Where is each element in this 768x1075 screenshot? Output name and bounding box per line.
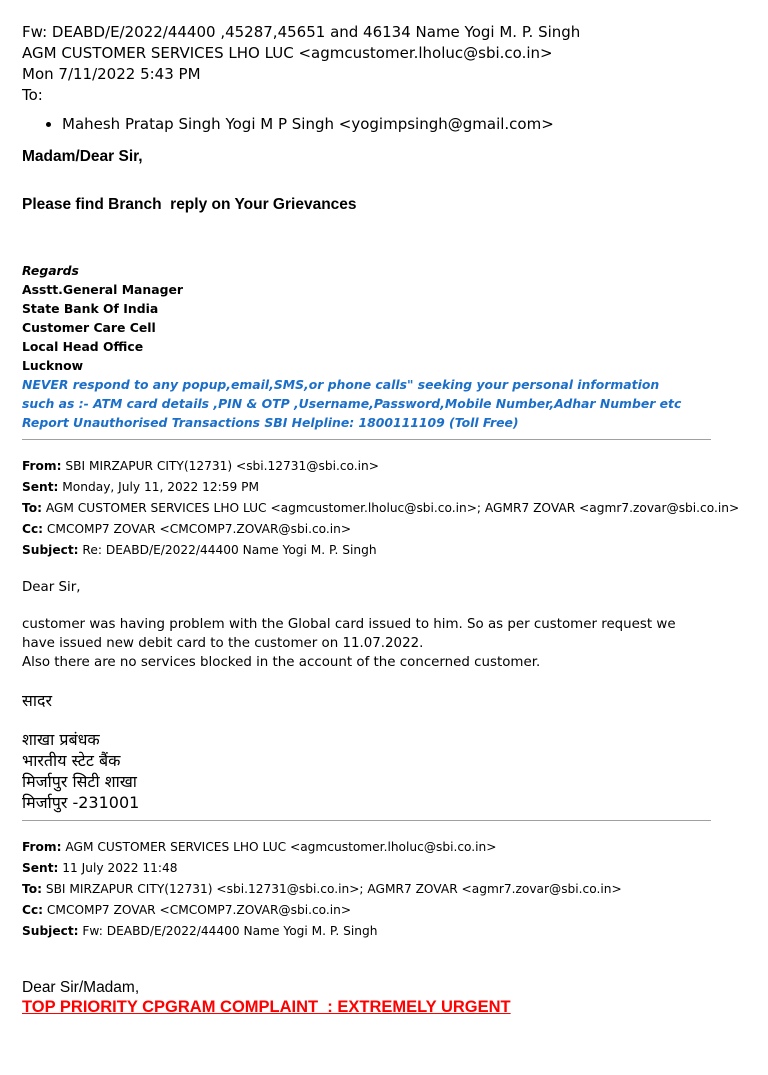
recipient-list (22, 114, 722, 135)
signature-line: Local Head Office (22, 339, 144, 354)
meta-from-value[interactable]: SBI MIRZAPUR CITY(12731) <sbi.12731@sbi.co.in> (65, 459, 379, 473)
meta-subject (22, 540, 722, 561)
security-warning: NEVER respond to any popup,email,SMS,or phone calls" seeking your personal information (22, 377, 660, 392)
meta-label: Subject: (22, 543, 79, 557)
security-warning: such as :- ATM card details ,PIN & OTP ,Username,Password,Mobile Number,Adhar Number etc (22, 396, 682, 411)
signature-line: Lucknow (22, 358, 84, 373)
reply2-meta (22, 837, 722, 942)
meta-to (22, 498, 740, 519)
branch-line: मिर्जापुर -231001 (22, 793, 140, 812)
branch-line: मिर्जापुर सिटी शाखा (22, 772, 137, 791)
divider (22, 820, 711, 821)
meta-sent-value: 11 July 2022 11:48 (62, 861, 178, 875)
meta-cc-value[interactable]: CMCOMP7 ZOVAR <CMCOMP7.ZOVAR@sbi.co.in> (46, 903, 352, 917)
meta-subject (22, 921, 722, 942)
recipient-item[interactable]: • Mahesh Pratap Singh Yogi M P Singh <yogimpsingh@gmail.com> (62, 114, 722, 135)
meta-from-value[interactable]: AGM CUSTOMER SERVICES LHO LUC <agmcustomer.lholuc@sbi.co.in> (65, 840, 497, 854)
meta-label: From: (22, 840, 62, 854)
meta-from (22, 837, 722, 858)
meta-sent (22, 477, 722, 498)
branch-line: शाखा प्रबंधक (22, 730, 100, 749)
reply1-paragraph: Also there are no services blocked in the account of the concerned customer. (22, 655, 541, 670)
signature-line: State Bank Of India (22, 301, 159, 316)
meta-to (22, 879, 722, 900)
signature-block (22, 261, 722, 432)
greeting: Madam/Dear Sir, (22, 148, 143, 165)
meta-label: Sent: (22, 861, 59, 875)
meta-cc (22, 900, 722, 921)
message-line: Please find Branch reply on Your Grievances (22, 196, 357, 213)
meta-label: From: (22, 459, 62, 473)
meta-subject-value: Fw: DEABD/E/2022/44400 Name Yogi M. P. Singh (82, 924, 378, 938)
signature-regards: Regards (22, 263, 79, 278)
meta-sent-value: Monday, July 11, 2022 12:59 PM (62, 480, 259, 494)
meta-label: Sent: (22, 480, 59, 494)
meta-from (22, 456, 722, 477)
meta-cc-value[interactable]: CMCOMP7 ZOVAR <CMCOMP7.ZOVAR@sbi.co.in> (46, 522, 352, 536)
meta-cc (22, 519, 722, 540)
email-document (22, 22, 740, 1017)
meta-label: Cc: (22, 903, 44, 917)
reply1-paragraph: customer was having problem with the Global card issued to him. So as per customer request we have issued new debit card to the customer on 11.07.2022. (22, 617, 676, 651)
branch-line: भारतीय स्टेट बैंक (22, 751, 121, 770)
meta-to-value[interactable]: SBI MIRZAPUR CITY(12731) <sbi.12731@sbi.co.in>; AGMR7 ZOVAR <agmr7.zovar@sbi.co.in> (45, 882, 622, 896)
meta-subject-value: Re: DEABD/E/2022/44400 Name Yogi M. P. Singh (82, 543, 377, 557)
meta-sent (22, 858, 722, 879)
to-label: To: (22, 86, 43, 104)
meta-to-value[interactable]: AGM CUSTOMER SERVICES LHO LUC <agmcustomer.lholuc@sbi.co.in>; AGMR7 ZOVAR <agmr7.zovar@sbi.co.in> (45, 501, 740, 515)
reply1-greeting: Dear Sir, (22, 580, 81, 595)
email-date: Mon 7/11/2022 5:43 PM (22, 65, 201, 83)
signature-line: Asstt.General Manager (22, 282, 183, 297)
meta-label: To: (22, 882, 42, 896)
reply1-meta (22, 456, 740, 561)
urgent-banner: TOP PRIORITY CPGRAM COMPLAINT : EXTREMELY URGENT (22, 998, 511, 1016)
divider (22, 439, 711, 440)
hindi-regards: सादर (22, 691, 53, 710)
email-sender[interactable]: AGM CUSTOMER SERVICES LHO LUC <agmcustomer.lholuc@sbi.co.in> (22, 44, 553, 62)
helpline-notice: Report Unauthorised Transactions SBI Helpline: 1800111109 (Toll Free) (22, 415, 519, 430)
meta-label: To: (22, 501, 42, 515)
email-subject: Fw: DEABD/E/2022/44400 ,45287,45651 and 46134 Name Yogi M. P. Singh (22, 23, 581, 41)
branch-signature (22, 729, 722, 813)
signature-line: Customer Care Cell (22, 320, 156, 335)
meta-label: Cc: (22, 522, 44, 536)
meta-label: Subject: (22, 924, 79, 938)
reply2-greeting: Dear Sir/Madam, (22, 979, 140, 996)
